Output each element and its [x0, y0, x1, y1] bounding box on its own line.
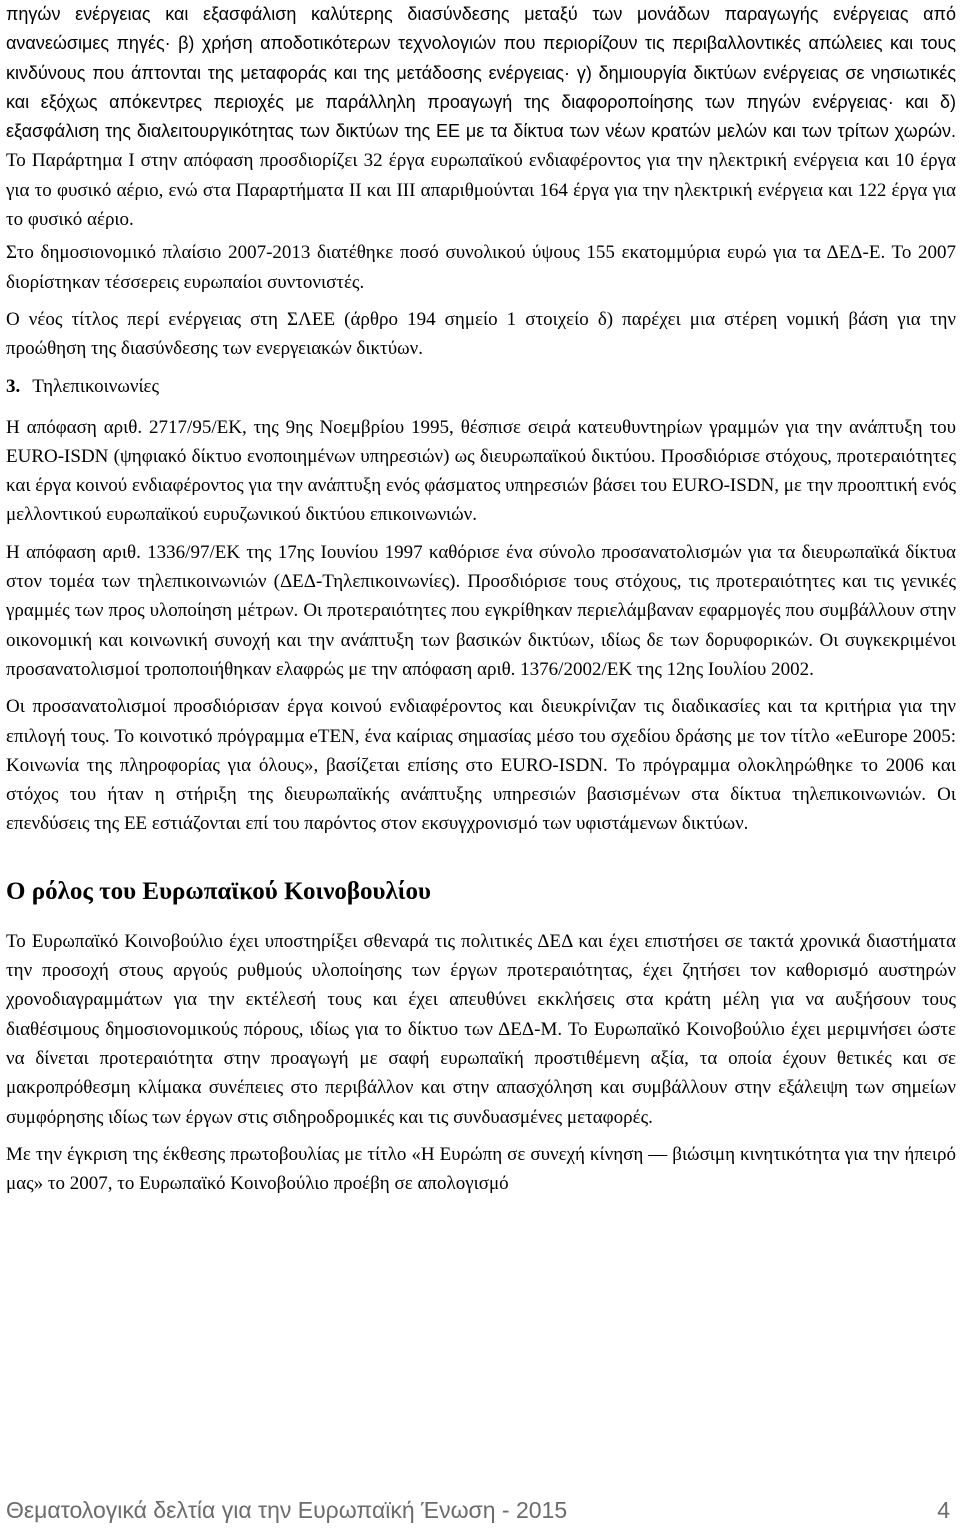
paragraph-tfeu: Ο νέος τίτλος περί ενέργειας στη ΣΛΕΕ (άρθρο 194 σημείο 1 στοιχείο δ) παρέχει μια στέρεη νομική βάση για την προώθηση της διασύνδεσης των ενεργειακών δικτύων.: [6, 308, 956, 360]
paragraph-ten-telecom: Η απόφαση αριθ. 1336/97/ΕΚ της 17ης Ιουνίου 1997 καθόρισε ένα σύνολο προσανατολισμών για τα διευρωπαϊκά δίκτυα στον τομέα των τηλεπικοινωνιών (ΔΕΔ-Τηλεπικοινωνίες). Προσδιόρισε τους στόχους, τις προτεραιότητες και τις γενικές γραμμές των προς υλοποίηση μέτρων. Οι προτεραιότητες που εγκρίθηκαν περιελάμβαναν εφαρμογές που συμβάλλουν στην οικονομική και κοινωνική συνοχή και την ανάπτυξη των βασικών δικτύων, ιδίως δε των δορυφορικών. Οι συγκεκριμένοι προσανατολισμοί τροποποιήθηκαν ελαφρώς με την απόφαση αριθ. 1376/2002/ΕΚ της 12ης Ιουλίου 2002.: [6, 541, 956, 680]
page-footer: [6, 1494, 950, 1526]
paragraph-budget: Στο δημοσιονομικό πλαίσιο 2007-2013 διατέθηκε ποσό συνολικού ύψους 155 εκατομμύρια ευρώ για τα ΔΕΔ-Ε. Το 2007 διορίστηκαν τέσσερεις ευρωπαίοι συντονιστές.: [6, 242, 956, 293]
document-page: [6, 0, 956, 1206]
section-heading-telecommunications: [6, 372, 956, 401]
paragraph-eten: Οι προσανατολισμοί προσδιόρισαν έργα κοινού ενδιαφέροντος και διευκρίνιζαν τις διαδικασίες και τα κριτήρια για την επιλογή τους. Το κοινοτικό πρόγραμμα eTEN, ένα καίριας σημασίας μέσο του σχεδίου δράσης με τον τίτλο «eEurope 2005: Κοινωνία της πληροφορίας για όλους», βασίζεται επίσης στο EURO-ISDN. Το πρόγραμμα ολοκληρώθηκε το 2006 και στόχος του ήταν η στήριξη της διευρωπαϊκής ανάπτυξης υπηρεσιών βασισμένων στα δίκτυα τηλεπικοινωνιών. Οι επενδύσεις της ΕΕ εστιάζονται επί του παρόντος στον εκσυγχρονισμό των υφιστάμενων δικτύων.: [6, 696, 956, 835]
paragraph-energy-networks: [6, 0, 956, 234]
paragraph-europe-on-the-move: Με την έγκριση της έκθεσης πρωτοβουλίας με τίτλο «Η Ευρώπη σε συνεχή κίνηση — βιώσιμη κινητικότητα για την ήπειρό μας» το 2007, το Ευρωπαϊκό Κοινοβούλιο προέβη σε απολογισμό: [6, 1143, 956, 1195]
paragraph-energy-annex: Το Παράρτημα I στην απόφαση προσδιορίζει 32 έργα ευρωπαϊκού ενδιαφέροντος για την ηλεκτρική ενέργεια και 10 έργα για το φυσικό αέριο, ενώ στα Παραρτήματα II και III απαριθμούνται 164 έργα για την ηλεκτρική ενέργεια και 122 έργα για το φυσικό αέριο.: [6, 150, 956, 231]
page-number: 4: [937, 1496, 950, 1523]
paragraph-energy-networks-start: πηγών ενέργειας και εξασφάλιση καλύτερης διασύνδεσης μεταξύ των μονάδων παραγωγής ενέργειας από ανανεώσιμες πηγές· β) χρήση αποδοτικότερων τεχνολογιών που περιορίζουν τις περιβαλλοντικές απώλειες και τους κινδύνους που άπτονται της μεταφοράς και της μετάδοσης ενέργειας· γ) δημιουργία δικτύων ενέργειας σε νησιωτικές και εξόχως απόκεντρες περιοχές με παράλληλη προαγωγή της διαφοροποίησης των πηγών ενέργειας· και δ) εξασφάλιση της διαλειτουργικότητας των δικτύων της ΕΕ με τα δίκτυα των νέων κρατών μελών και των τρίτων χωρών.: [6, 4, 956, 142]
heading-parliament-role: Ο ρόλος του Ευρωπαϊκού Κοινοβουλίου: [6, 877, 432, 905]
section-number: 3.: [6, 375, 21, 397]
footer-title: Θεματολογικά δελτία για την Ευρωπαϊκή Ένωση - 2015: [6, 1496, 568, 1523]
paragraph-euro-isdn: Η απόφαση αριθ. 2717/95/ΕΚ, της 9ης Νοεμβρίου 1995, θέσπισε σειρά κατευθυντηρίων γραμμών για την ανάπτυξη του EURO-ISDN (ψηφιακό δίκτυο ενοποιημένων υπηρεσιών) ως διευρωπαϊκού δικτύου. Προσδιόρισε στόχους, προτεραιότητες και έργα κοινού ενδιαφέροντος για την ανάπτυξη ενός φάσματος υπηρεσιών βάσει του EURO-ISDN, με την προοπτική ενός μελλοντικού ευρωπαϊκού ευρυζωνικού δικτύου επικοινωνιών.: [6, 416, 956, 526]
paragraph-parliament-support: Το Ευρωπαϊκό Κοινοβούλιο έχει υποστηρίξει σθεναρά τις πολιτικές ΔΕΔ και έχει επιστήσει σε τακτά χρονικά διαστήματα την προσοχή στους αργούς ρυθμούς υλοποίησης των έργων προτεραιότητας, έχει ζητήσει τον καθορισμό αυστηρών χρονοδιαγραμμάτων για την εκτέλεσή τους και έχει απευθύνει εκκλήσεις στα κράτη μέλη για να αυξήσουν τους διαθέσιμους δημοσιονομικούς πόρους, ιδίως για το δίκτυο των ΔΕΔ-Μ. Το Ευρωπαϊκό Κοινοβούλιο έχει μεριμνήσει ώστε να δίνεται προτεραιότητα στην προαγωγή με σαφή ευρωπαϊκή προστιθέμενη αξία, τα οποία έχουν θετικές και σε μακροπρόθεσμη κλίμακα συνέπειες στο περιβάλλον και στην απασχόληση και συμβάλλουν στην εξάλειψη των σημείων συμφόρησης ιδίως των έργων στις σιδηροδρομικές και τις συνδυασμένες μεταφορές.: [6, 930, 956, 1128]
section-title: Τηλεπικοινωνίες: [32, 375, 160, 397]
